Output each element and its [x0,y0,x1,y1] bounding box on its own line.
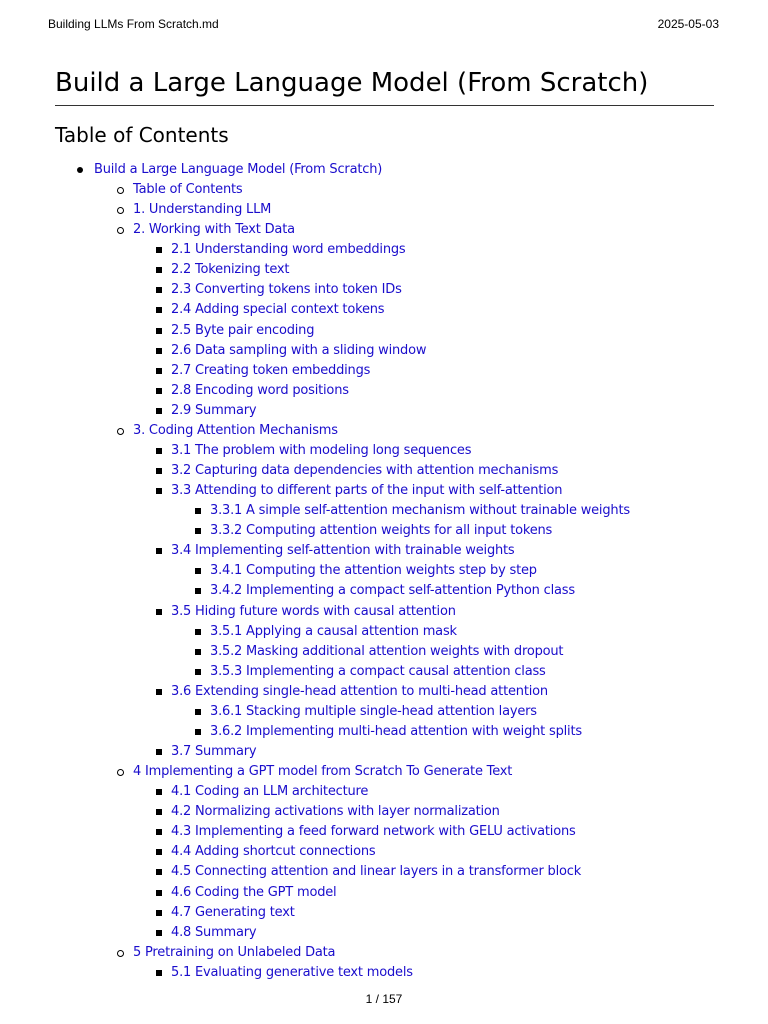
toc-link[interactable]: 4.4 Adding shortcut connections [171,844,376,860]
square-bullet-icon [156,368,162,374]
square-bullet-icon [156,247,162,253]
toc-link[interactable]: 2.4 Adding special context tokens [171,302,385,318]
square-bullet-icon [156,609,162,615]
toc-link[interactable]: 2.6 Data sampling with a sliding window [171,342,427,358]
toc-link[interactable]: 3.4 Implementing self-attention with trainable weights [171,543,515,559]
toc-link[interactable]: 3.4.1 Computing the attention weights step by step [210,563,537,579]
toc-link[interactable]: Build a Large Language Model (From Scratch) [94,162,383,177]
toc-link[interactable]: 1. Understanding LLM [133,202,272,218]
toc-link[interactable]: 4.1 Coding an LLM architecture [171,784,369,800]
square-bullet-icon [156,849,162,855]
disc-bullet-icon [77,167,83,173]
square-bullet-icon [156,307,162,313]
square-bullet-icon [156,488,162,494]
toc-link[interactable]: 2.3 Converting tokens into token IDs [171,282,402,298]
toc-link[interactable]: 3.5.3 Implementing a compact causal attention class [210,663,546,679]
toc-link[interactable]: 3.3.2 Computing attention weights for all input tokens [210,523,553,539]
toc-link[interactable]: 2.9 Summary [171,402,257,418]
toc-link[interactable]: 4.7 Generating text [171,904,295,920]
toc-link[interactable]: Table of Contents [133,182,243,198]
square-bullet-icon [195,649,201,655]
circle-bullet-icon [117,187,124,194]
toc-link[interactable]: 3. Coding Attention Mechanisms [133,422,338,438]
toc-link[interactable]: 4.2 Normalizing activations with layer normalization [171,804,500,820]
toc-link[interactable]: 2.1 Understanding word embeddings [171,242,406,258]
page-indicator: 1 / 157 [365,992,403,1006]
square-bullet-icon [195,528,201,534]
header-date: 2025-05-03 [657,17,719,31]
square-bullet-icon [195,508,201,514]
square-bullet-icon [195,709,201,715]
circle-bullet-icon [117,950,124,957]
header-filename: Building LLMs From Scratch.md [48,17,219,31]
toc-link[interactable]: 2.2 Tokenizing text [171,262,290,278]
square-bullet-icon [156,328,162,334]
document-title: Build a Large Language Model (From Scratch) [55,66,714,106]
square-bullet-icon [156,749,162,755]
toc-link[interactable]: 3.2 Capturing data dependencies with attention mechanisms [171,463,559,479]
square-bullet-icon [195,669,201,675]
square-bullet-icon [195,629,201,635]
square-bullet-icon [156,388,162,394]
circle-bullet-icon [117,227,124,234]
toc-link[interactable]: 3.7 Summary [171,744,257,760]
toc-link[interactable]: 3.1 The problem with modeling long sequences [171,442,472,458]
square-bullet-icon [156,348,162,354]
square-bullet-icon [156,930,162,936]
toc-link[interactable]: 3.3 Attending to different parts of the input with self-attention [171,483,563,499]
square-bullet-icon [156,789,162,795]
toc-link[interactable]: 4 Implementing a GPT model from Scratch To Generate Text [133,764,513,780]
toc-link[interactable]: 2. Working with Text Data [133,222,295,238]
toc-link[interactable]: 3.5.2 Masking additional attention weights with dropout [210,643,564,659]
square-bullet-icon [156,970,162,976]
toc-link[interactable]: 3.5.1 Applying a causal attention mask [210,623,457,639]
square-bullet-icon [195,588,201,594]
square-bullet-icon [156,829,162,835]
toc-link[interactable]: 3.6.1 Stacking multiple single-head attention layers [210,703,537,719]
square-bullet-icon [156,890,162,896]
circle-bullet-icon [117,769,124,776]
toc-link[interactable]: 5.1 Evaluating generative text models [171,964,413,980]
toc-link[interactable]: 4.3 Implementing a feed forward network with GELU activations [171,824,576,840]
circle-bullet-icon [117,428,124,435]
square-bullet-icon [156,869,162,875]
toc-link[interactable]: 3.6 Extending single-head attention to multi-head attention [171,683,548,699]
toc-link[interactable]: 3.4.2 Implementing a compact self-attention Python class [210,583,575,599]
square-bullet-icon [156,408,162,414]
square-bullet-icon [156,448,162,454]
circle-bullet-icon [117,207,124,214]
toc-link[interactable]: 4.5 Connecting attention and linear layers in a transformer block [171,864,582,880]
square-bullet-icon [195,729,201,735]
square-bullet-icon [195,568,201,574]
toc-link[interactable]: 2.5 Byte pair encoding [171,322,315,338]
toc-link[interactable]: 4.8 Summary [171,924,257,940]
square-bullet-icon [156,287,162,293]
square-bullet-icon [156,809,162,815]
square-bullet-icon [156,910,162,916]
toc-link[interactable]: 3.6.2 Implementing multi-head attention with weight splits [210,723,582,739]
square-bullet-icon [156,468,162,474]
square-bullet-icon [156,548,162,554]
toc-link[interactable]: 2.8 Encoding word positions [171,382,349,398]
toc-link[interactable]: 5 Pretraining on Unlabeled Data [133,944,336,960]
square-bullet-icon [156,267,162,273]
square-bullet-icon [156,689,162,695]
toc-link[interactable]: 3.3.1 A simple self-attention mechanism without trainable weights [210,503,630,519]
toc-link[interactable]: 4.6 Coding the GPT model [171,884,337,900]
toc-link[interactable]: 2.7 Creating token embeddings [171,362,371,378]
toc-link[interactable]: 3.5 Hiding future words with causal attention [171,603,456,619]
toc-heading: Table of Contents [55,123,229,147]
